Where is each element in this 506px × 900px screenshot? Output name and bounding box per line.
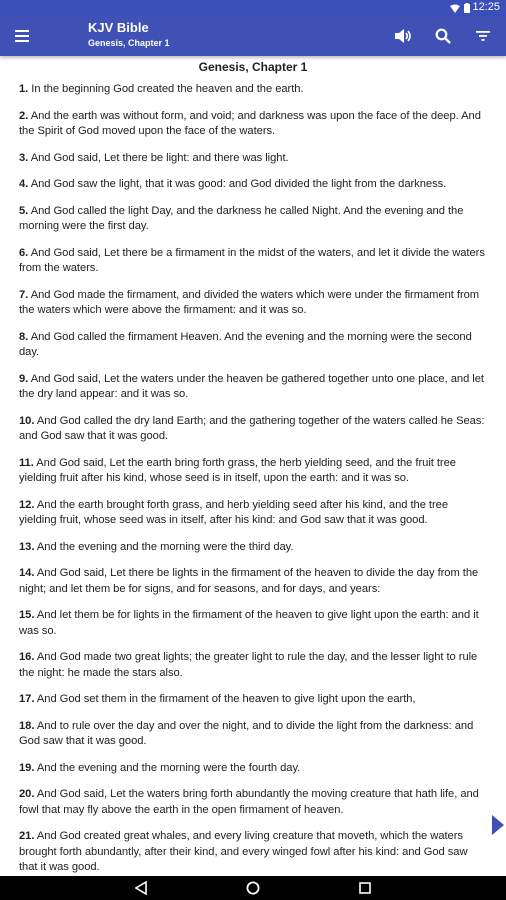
verse[interactable] (19, 246, 487, 277)
verse[interactable] (19, 829, 487, 876)
battery-icon (464, 3, 470, 13)
verse-text: And God said, Let there be light: and there was light. (30, 151, 289, 164)
verse-number: 3. (19, 151, 29, 164)
verse-text: And God said, Let the earth bring forth grass, the herb yielding seed, and the fruit tree yielding fruit after his kind, whose seed is in itself, upon the earth: and it was so. (19, 456, 456, 484)
verse[interactable] (19, 540, 487, 556)
verse[interactable] (19, 608, 487, 639)
verse-text: And God made the firmament, and divided the waters which were under the firmament from the waters which were above the firmament: and it was so. (19, 288, 480, 316)
verse-text: And God saw the light, that it was good: and God divided the light from the darkness. (30, 178, 447, 190)
verse[interactable] (19, 288, 487, 319)
verse-text: And God said, Let there be lights in the firmament of the heaven to divide the day from the night; and let them be for signs, and for seasons, and for days, and years: (19, 567, 479, 595)
verse[interactable] (19, 177, 487, 193)
verse-number: 10. (19, 414, 35, 427)
speak-button[interactable] (390, 22, 416, 50)
verse-number: 2. (19, 109, 29, 122)
verse-number: 18. (19, 719, 35, 732)
verse[interactable] (19, 650, 487, 681)
app-subtitle: Genesis, Chapter 1 (88, 38, 170, 48)
verse-number: 13. (19, 540, 35, 553)
verse[interactable] (19, 330, 487, 361)
verse-number: 5. (19, 204, 29, 217)
home-icon (246, 881, 260, 895)
recents-icon (359, 882, 371, 894)
verse-number: 1. (19, 83, 29, 95)
verse[interactable] (19, 692, 487, 708)
verse-text: And the earth brought forth grass, and herb yielding seed after his kind, and the tree yielding fruit, whose seed was in itself, after his kind: and God saw that it was good. (19, 498, 449, 526)
verse[interactable] (19, 82, 487, 98)
menu-button[interactable] (8, 22, 36, 50)
verse-number: 6. (19, 246, 29, 259)
title-block (88, 20, 170, 50)
back-button[interactable] (133, 880, 149, 896)
verse-text: In the beginning God created the heaven and the earth. (31, 83, 304, 95)
verse-list (0, 82, 506, 876)
verse[interactable] (19, 761, 487, 777)
verse-number: 4. (19, 178, 29, 190)
status-time: 12:25 (472, 1, 500, 13)
verse-text: And the evening and the morning were the fourth day. (36, 761, 301, 774)
verse-text: And God set them in the firmament of the heaven to give light upon the earth, (36, 693, 416, 705)
verse-number: 14. (19, 567, 35, 579)
verse[interactable] (19, 372, 487, 403)
search-button[interactable] (430, 22, 456, 50)
verse[interactable] (19, 204, 487, 235)
home-button[interactable] (245, 880, 261, 896)
verse-number: 15. (19, 609, 35, 621)
verse-number: 21. (19, 830, 35, 842)
verse[interactable] (19, 787, 487, 818)
verse-text: And God called the firmament Heaven. And the evening and the morning were the second day. (19, 330, 472, 358)
menu-icon (15, 30, 29, 42)
system-nav-bar (0, 876, 506, 900)
verse[interactable] (19, 566, 487, 597)
verse-number: 9. (19, 372, 29, 385)
filter-icon (476, 30, 490, 42)
app-title: KJV Bible (88, 20, 149, 35)
verse-text: And God created great whales, and every living creature that moveth, which the waters brought forth abundantly, after their kind, and every winged fowl after his kind: and God saw that it was good. (19, 830, 468, 873)
recents-button[interactable] (357, 880, 373, 896)
verse-number: 8. (19, 330, 29, 343)
status-icons (450, 3, 470, 13)
verse[interactable] (19, 109, 487, 140)
verse[interactable] (19, 498, 487, 529)
verse[interactable] (19, 456, 487, 487)
verse-text: And God said, Let the waters bring forth abundantly the moving creature that hath life, and fowl that may fly above the earth in the open firmament of heaven. (19, 788, 479, 816)
verse-text: And God made two great lights; the greater light to rule the day, and the lesser light to rule the night: he made the stars also. (19, 651, 478, 679)
verse-text: And God said, Let the waters under the heaven be gathered together unto one place, and let the dry land appear: and it was so. (19, 372, 484, 400)
app-bar (0, 16, 506, 56)
verse-text: And God said, Let there be a firmament in the midst of the waters, and let it divide the waters from the waters. (19, 246, 485, 274)
speaker-icon (394, 28, 412, 44)
verse-text: And God called the light Day, and the darkness he called Night. And the evening and the morning were the first day. (19, 204, 464, 232)
verse-text: And God called the dry land Earth; and the gathering together of the waters called he Seas: and God saw that it was good. (19, 414, 485, 442)
verse-number: 16. (19, 651, 35, 663)
verse-number: 20. (19, 788, 35, 800)
back-icon (135, 881, 147, 895)
verse[interactable] (19, 414, 487, 445)
verse-text: And the earth was without form, and void; and darkness was upon the face of the deep. And the Spirit of God moved upon the face of the waters. (19, 109, 481, 137)
verse-text: And the evening and the morning were the third day. (36, 540, 294, 553)
verse-number: 19. (19, 761, 35, 774)
next-chapter-arrow-icon[interactable] (492, 815, 504, 835)
search-icon (435, 28, 451, 44)
app-bar-actions (390, 22, 496, 50)
chapter-title: Genesis, Chapter 1 (198, 60, 308, 74)
verse-number: 17. (19, 693, 35, 705)
verse[interactable] (19, 719, 487, 750)
verse-number: 11. (19, 456, 34, 469)
chapter-content[interactable] (0, 56, 506, 876)
verse-text: And to rule over the day and over the night, and to divide the light from the darkness: and God saw that it was good. (19, 719, 474, 747)
verse-text: And let them be for lights in the firmament of the heaven to give light upon the earth: and it was so. (19, 609, 479, 637)
verse-number: 7. (19, 288, 29, 301)
status-bar (0, 0, 506, 16)
filter-button[interactable] (470, 22, 496, 50)
wifi-icon (450, 4, 460, 13)
verse-number: 12. (19, 498, 35, 511)
verse[interactable] (19, 151, 487, 167)
